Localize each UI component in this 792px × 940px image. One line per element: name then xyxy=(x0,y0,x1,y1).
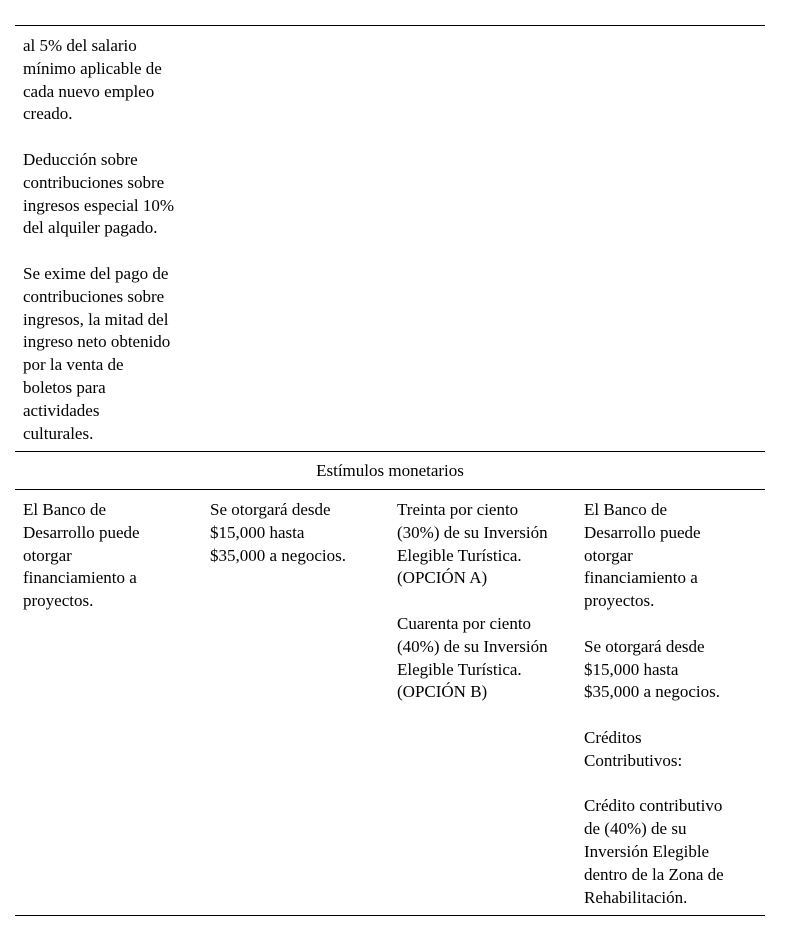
tax-credits-heading: Créditos Contributivos: xyxy=(584,727,683,770)
bottom-section-column-4 xyxy=(584,499,764,909)
incentive-paragraph-cultural-tickets: Se exime del pago de contribuciones sobre ingresos, la mitad del ingreso neto obtenido por la venta de boletos para actividades culturales. xyxy=(23,263,171,443)
business-grant-paragraph: Se otorgará desde $15,000 hasta $35,000 a negocios. xyxy=(210,500,346,565)
top-section-column-1 xyxy=(23,35,208,445)
bottom-section-column-2 xyxy=(210,499,390,567)
bank-financing-paragraph: El Banco de Desarrollo puede otorgar financiamiento a proyectos. xyxy=(23,500,140,611)
business-grant-paragraph-col4: Se otorgará desde $15,000 hasta $35,000 a negocios. xyxy=(584,636,720,702)
tourism-option-a-paragraph: Treinta por ciento (30%) de su Inversión Elegible Turística. (OPCIÓN A) xyxy=(397,500,548,588)
bottom-section-column-3 xyxy=(397,499,577,704)
bottom-section-column-1 xyxy=(23,499,203,613)
section-header-monetary-incentives: Estímulos monetarios xyxy=(316,461,464,480)
section-bottom-rule xyxy=(15,489,765,490)
incentive-paragraph-employment: al 5% del salario mínimo aplicable de cada nuevo empleo creado. xyxy=(23,36,162,124)
table-bottom-rule xyxy=(15,915,765,916)
bank-financing-paragraph-col4: El Banco de Desarrollo puede otorgar financiamiento a proyectos. xyxy=(584,500,701,611)
rehabilitation-zone-credit-paragraph: Crédito contributivo de (40%) de su Inversión Elegible dentro de la Zona de Rehabilitación. xyxy=(584,796,724,907)
tourism-option-b-paragraph: Cuarenta por ciento (40%) de su Inversión Elegible Turística. (OPCIÓN B) xyxy=(397,613,548,702)
incentive-paragraph-rent-deduction: Deducción sobre contribuciones sobre ingresos especial 10% del alquiler pagado. xyxy=(23,149,175,238)
section-top-rule xyxy=(15,451,765,452)
table-top-rule xyxy=(15,25,765,26)
